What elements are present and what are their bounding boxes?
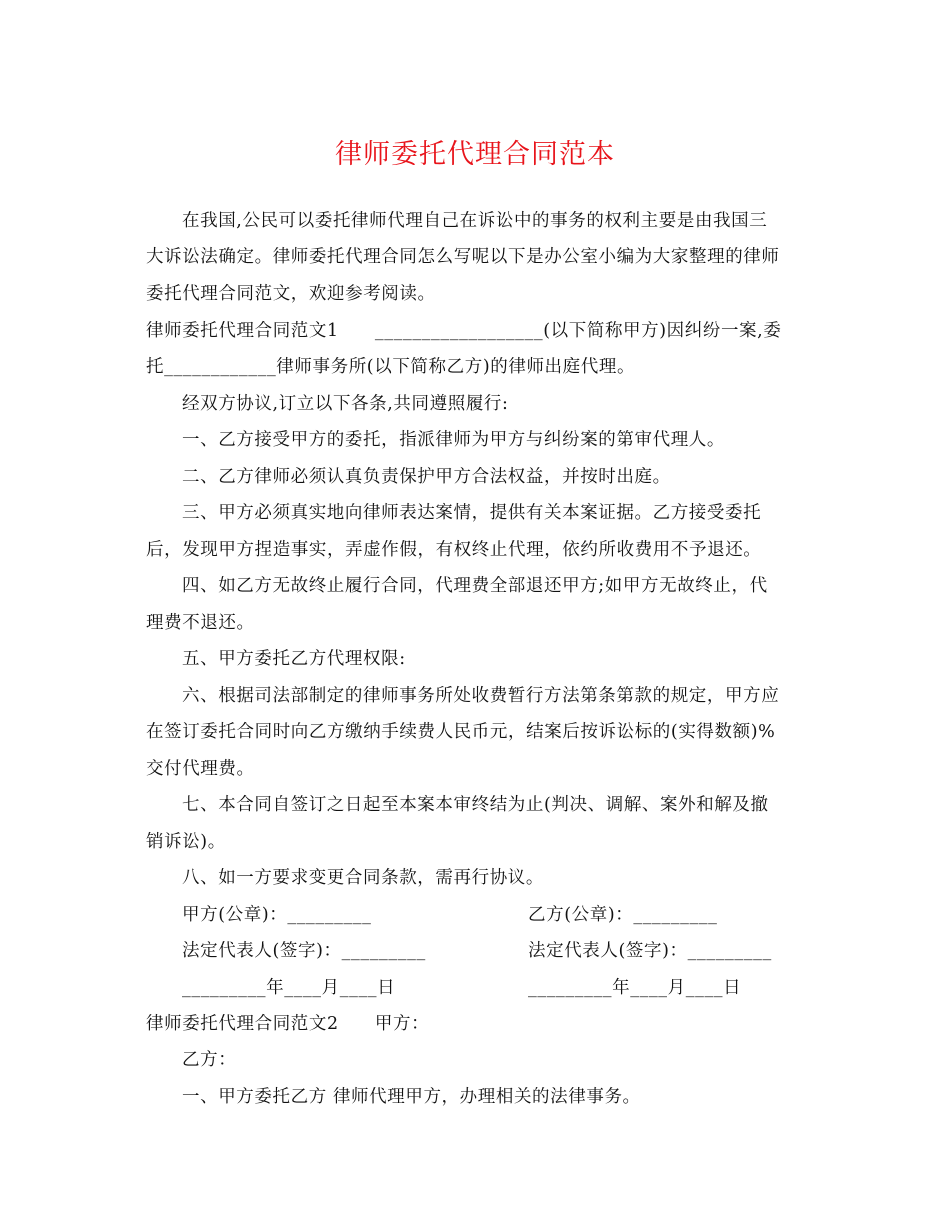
clause-6-cont-2: 交付代理费。 (146, 759, 255, 779)
party-a-seal: 甲方(公章)：_________ (182, 905, 372, 925)
party-a-representative: 法定代表人(签字)：_________ (182, 941, 426, 961)
clause-6-cont-1: 在签订委托合同时向乙方缴纳手续费人民币元，结案后按诉讼标的(实得数额)% (146, 722, 776, 742)
sample2-party-b: 乙方： (182, 1050, 237, 1070)
clause-7: 七、本合同自签订之日起至本案本审终结为止(判决、调解、案外和解及撤 (182, 795, 769, 815)
clause-1: 一、乙方接受甲方的委托，指派律师为甲方与纠纷案的第审代理人。 (182, 430, 725, 450)
sample2-heading: 律师委托代理合同范文2 甲方： (146, 1014, 430, 1034)
document-title: 律师委托代理合同范本 (335, 139, 615, 170)
sample1-heading-cont: 托____________律师事务所(以下简称乙方)的律师出庭代理。 (146, 357, 636, 377)
party-b-representative: 法定代表人(签字)：_________ (528, 941, 772, 961)
clause-3: 三、甲方必须真实地向律师表达案情，提供有关本案证据。乙方接受委托 (182, 503, 762, 523)
clause-3-cont: 后，发现甲方捏造事实，弄虚作假，有权终止代理，依约所收费用不予退还。 (146, 540, 762, 560)
intro-line-1: 在我国,公民可以委托律师代理自己在诉讼中的事务的权利主要是由我国三 (182, 211, 768, 231)
intro-line-3: 委托代理合同范文，欢迎参考阅读。 (146, 284, 436, 304)
sample2-clause-1: 一、甲方委托乙方 律师代理甲方，办理相关的法律事务。 (182, 1087, 641, 1107)
sample1-heading: 律师委托代理合同范文1 __________________(以下简称甲方)因纠纷一案,委 (146, 321, 782, 341)
clause-2: 二、乙方律师必须认真负责保护甲方合法权益，并按时出庭。 (182, 467, 671, 487)
clause-6: 六、根据司法部制定的律师事务所处收费暂行方法第条第款的规定，甲方应 (182, 686, 780, 706)
party-a-date: _________年____月____日 (182, 978, 396, 998)
clause-4-cont: 理费不退还。 (146, 613, 255, 633)
clause-7-cont: 销诉讼)。 (146, 832, 226, 852)
clause-4: 四、如乙方无故终止履行合同，代理费全部退还甲方;如甲方无故终止，代 (182, 576, 768, 596)
agreement-line: 经双方协议,订立以下各条,共同遵照履行: (182, 394, 509, 414)
party-b-seal: 乙方(公章)：_________ (528, 905, 718, 925)
clause-8: 八、如一方要求变更合同条款，需再行协议。 (182, 868, 544, 888)
clause-5: 五、甲方委托乙方代理权限: (182, 649, 406, 669)
intro-line-2: 大诉讼法确定。律师委托代理合同怎么写呢以下是办公室小编为大家整理的律师 (146, 247, 780, 267)
party-b-date: _________年____月____日 (528, 978, 742, 998)
